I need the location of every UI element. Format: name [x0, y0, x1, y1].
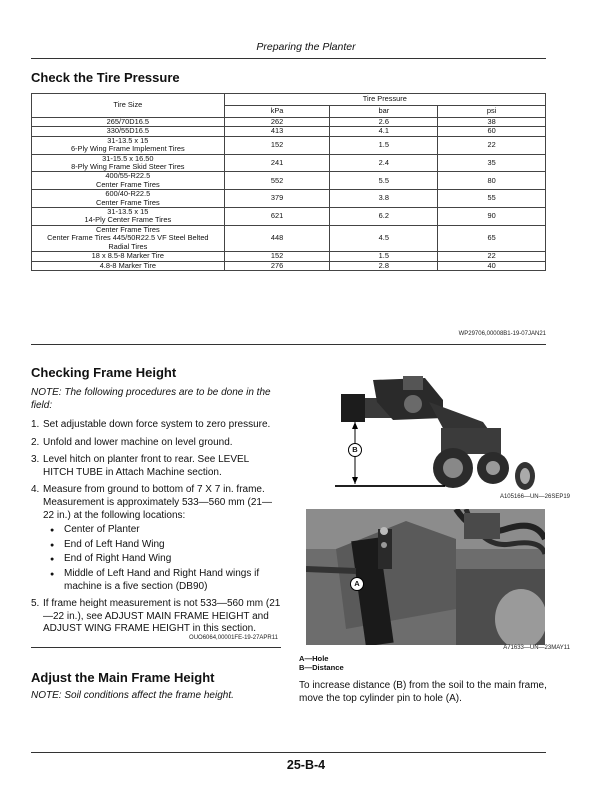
cell-bar: 2.6	[330, 118, 438, 127]
cell-bar: 6.2	[330, 208, 438, 226]
location-item: ● Center of Planter	[43, 524, 281, 537]
table-reference-code: WP29706,00008B1-19-07JAN21	[458, 331, 546, 337]
cell-bar: 4.5	[330, 225, 438, 251]
cell-kpa: 152	[224, 136, 330, 154]
cell-bar: 2.8	[330, 261, 438, 270]
tire-size-line: Center Frame Tires	[95, 197, 160, 207]
callout-a: A	[350, 577, 364, 591]
step-5: 5. If frame height measurement is not 533—560 mm (21—22 in.), see ADJUST MAIN FRAME HEIGHT and ADJUST WING FRAME HEIGHT in this section.	[31, 598, 281, 635]
cell-psi: 40	[438, 261, 546, 270]
tire-size-line: Center Frame Tires 445/50R22.5 VF Steel Belted	[47, 233, 209, 243]
cell-kpa: 552	[224, 172, 330, 190]
cell-bar: 1.5	[330, 136, 438, 154]
cell-tire-size	[32, 127, 225, 136]
footer-rule	[31, 752, 546, 753]
column-rule	[31, 647, 281, 648]
tire-size-line: Center Frame Tires	[95, 224, 160, 234]
table-row	[32, 172, 546, 190]
header-unit-kpa: kPa	[224, 106, 330, 118]
cell-bar: 3.8	[330, 190, 438, 208]
cell-tire-size	[32, 136, 225, 154]
tire-size-line: 6-Ply Wing Frame Implement Tires	[70, 144, 185, 154]
cell-tire-size	[32, 190, 225, 208]
cell-psi: 60	[438, 127, 546, 136]
running-head: Preparing the Planter	[256, 41, 356, 53]
cell-tire-size	[32, 252, 225, 261]
step-4: 4. Measure from ground to bottom of 7 X 7 in. frame. Measurement is approximately 533—560 mm (21—22 in.) at the following locations: ● Center of Planter ● End of Left Hand Wing ● End of Right Hand Wing ● Middle of Left Hand and Right Hand wings if machine is a five section (DB90)	[31, 484, 281, 593]
soil-note: NOTE: Soil conditions affect the frame height.	[31, 690, 234, 701]
cell-kpa: 413	[224, 127, 330, 136]
cell-tire-size	[32, 261, 225, 270]
cell-kpa: 448	[224, 225, 330, 251]
figure1-reference-code: A105166—UN—26SEP19	[499, 494, 570, 500]
tire-size-line: 265/70D16.5	[106, 117, 149, 126]
tire-size-line: 18 x 8.5-8 Marker Tire	[91, 251, 164, 261]
step-2: 2. Unfold and lower machine on level ground.	[31, 436, 233, 448]
cell-bar: 1.5	[330, 252, 438, 261]
table-row	[32, 225, 546, 251]
adjust-instruction: To increase distance (B) from the soil to the main frame, move the top cylinder pin to hole (A).	[299, 680, 547, 704]
cell-tire-size	[32, 208, 225, 226]
figure2-reference-code: A71633—UN—23MAY11	[503, 645, 570, 651]
location-item: ● End of Left Hand Wing	[43, 539, 281, 552]
cell-bar: 4.1	[330, 127, 438, 136]
measurement-locations	[43, 524, 281, 593]
cell-psi: 22	[438, 136, 546, 154]
cell-psi: 90	[438, 208, 546, 226]
tire-size-line: 31-13.5 x 15	[107, 135, 149, 145]
cell-psi: 22	[438, 252, 546, 261]
location-item: ● Middle of Left Hand and Right Hand wings if machine is a five section (DB90)	[43, 568, 281, 593]
cell-bar: 5.5	[330, 172, 438, 190]
table-row	[32, 252, 546, 261]
cylinder-photo-figure	[306, 509, 545, 645]
cell-psi: 38	[438, 118, 546, 127]
header-tire-pressure: Tire Pressure	[224, 94, 545, 106]
tire-size-line: 8-Ply Wing Frame Skid Steer Tires	[71, 162, 185, 172]
cylinder-photo	[306, 509, 545, 645]
tire-size-line: 31-13.5 x 15	[107, 207, 149, 217]
header-unit-bar: bar	[330, 106, 438, 118]
cell-kpa: 152	[224, 252, 330, 261]
section-title-adjust-main-frame: Adjust the Main Frame Height	[31, 670, 215, 685]
row-unit-illustration	[333, 372, 545, 494]
section-rule	[31, 344, 546, 345]
step-1: 1. Set adjustable down force system to zero pressure.	[31, 419, 271, 430]
tire-pressure-table	[31, 93, 546, 271]
section-title-tire-pressure: Check the Tire Pressure	[31, 70, 180, 85]
table-row	[32, 136, 546, 154]
cell-tire-size	[32, 172, 225, 190]
step-3: 3. Level hitch on planter front to rear. See LEVEL HITCH TUBE in Attach Machine section.	[31, 454, 249, 478]
table-row	[32, 261, 546, 270]
cell-kpa: 379	[224, 190, 330, 208]
cell-psi: 35	[438, 154, 546, 172]
callout-b: B	[348, 443, 362, 457]
cell-kpa: 241	[224, 154, 330, 172]
table-row	[32, 127, 546, 136]
tire-size-line: 4.8-8 Marker Tire	[99, 260, 156, 270]
procedure-steps	[31, 419, 281, 641]
legend-item-distance: B—Distance	[299, 663, 344, 673]
cell-kpa: 262	[224, 118, 330, 127]
cell-kpa: 621	[224, 208, 330, 226]
table-row	[32, 154, 546, 172]
tire-size-line: 14-Ply Center Frame Tires	[84, 215, 172, 225]
header-unit-psi: psi	[438, 106, 546, 118]
figure-legend	[299, 654, 344, 673]
tire-size-line: 600/40-R22.5	[105, 189, 151, 199]
header-rule	[31, 58, 546, 59]
cell-psi: 65	[438, 225, 546, 251]
cell-psi: 55	[438, 190, 546, 208]
cell-bar: 2.4	[330, 154, 438, 172]
tire-size-line: 400/55-R22.5	[105, 171, 151, 181]
procedure-reference-code: OUO6064,00001FE-19-27APR11	[189, 635, 278, 641]
section-title-frame-height: Checking Frame Height	[31, 365, 177, 380]
table-row	[32, 208, 546, 226]
header-tire-size: Tire Size	[32, 94, 225, 118]
cell-tire-size	[32, 154, 225, 172]
tire-size-line: Center Frame Tires	[95, 179, 160, 189]
field-note: NOTE: The following procedures are to be done in the field:	[31, 387, 271, 411]
legend-item-hole: A—Hole	[299, 654, 329, 663]
tire-size-line: 330/55D16.5	[106, 126, 149, 136]
location-item: ● End of Right Hand Wing	[43, 553, 281, 566]
tire-size-line: 31-15.5 x 16.50	[102, 153, 154, 163]
table-row	[32, 190, 546, 208]
cell-kpa: 276	[224, 261, 330, 270]
cell-tire-size	[32, 225, 225, 251]
page-number: 25-B-4	[286, 758, 326, 772]
tire-size-line: Radial Tires	[108, 241, 148, 251]
row-unit-figure	[333, 372, 545, 494]
cell-psi: 80	[438, 172, 546, 190]
